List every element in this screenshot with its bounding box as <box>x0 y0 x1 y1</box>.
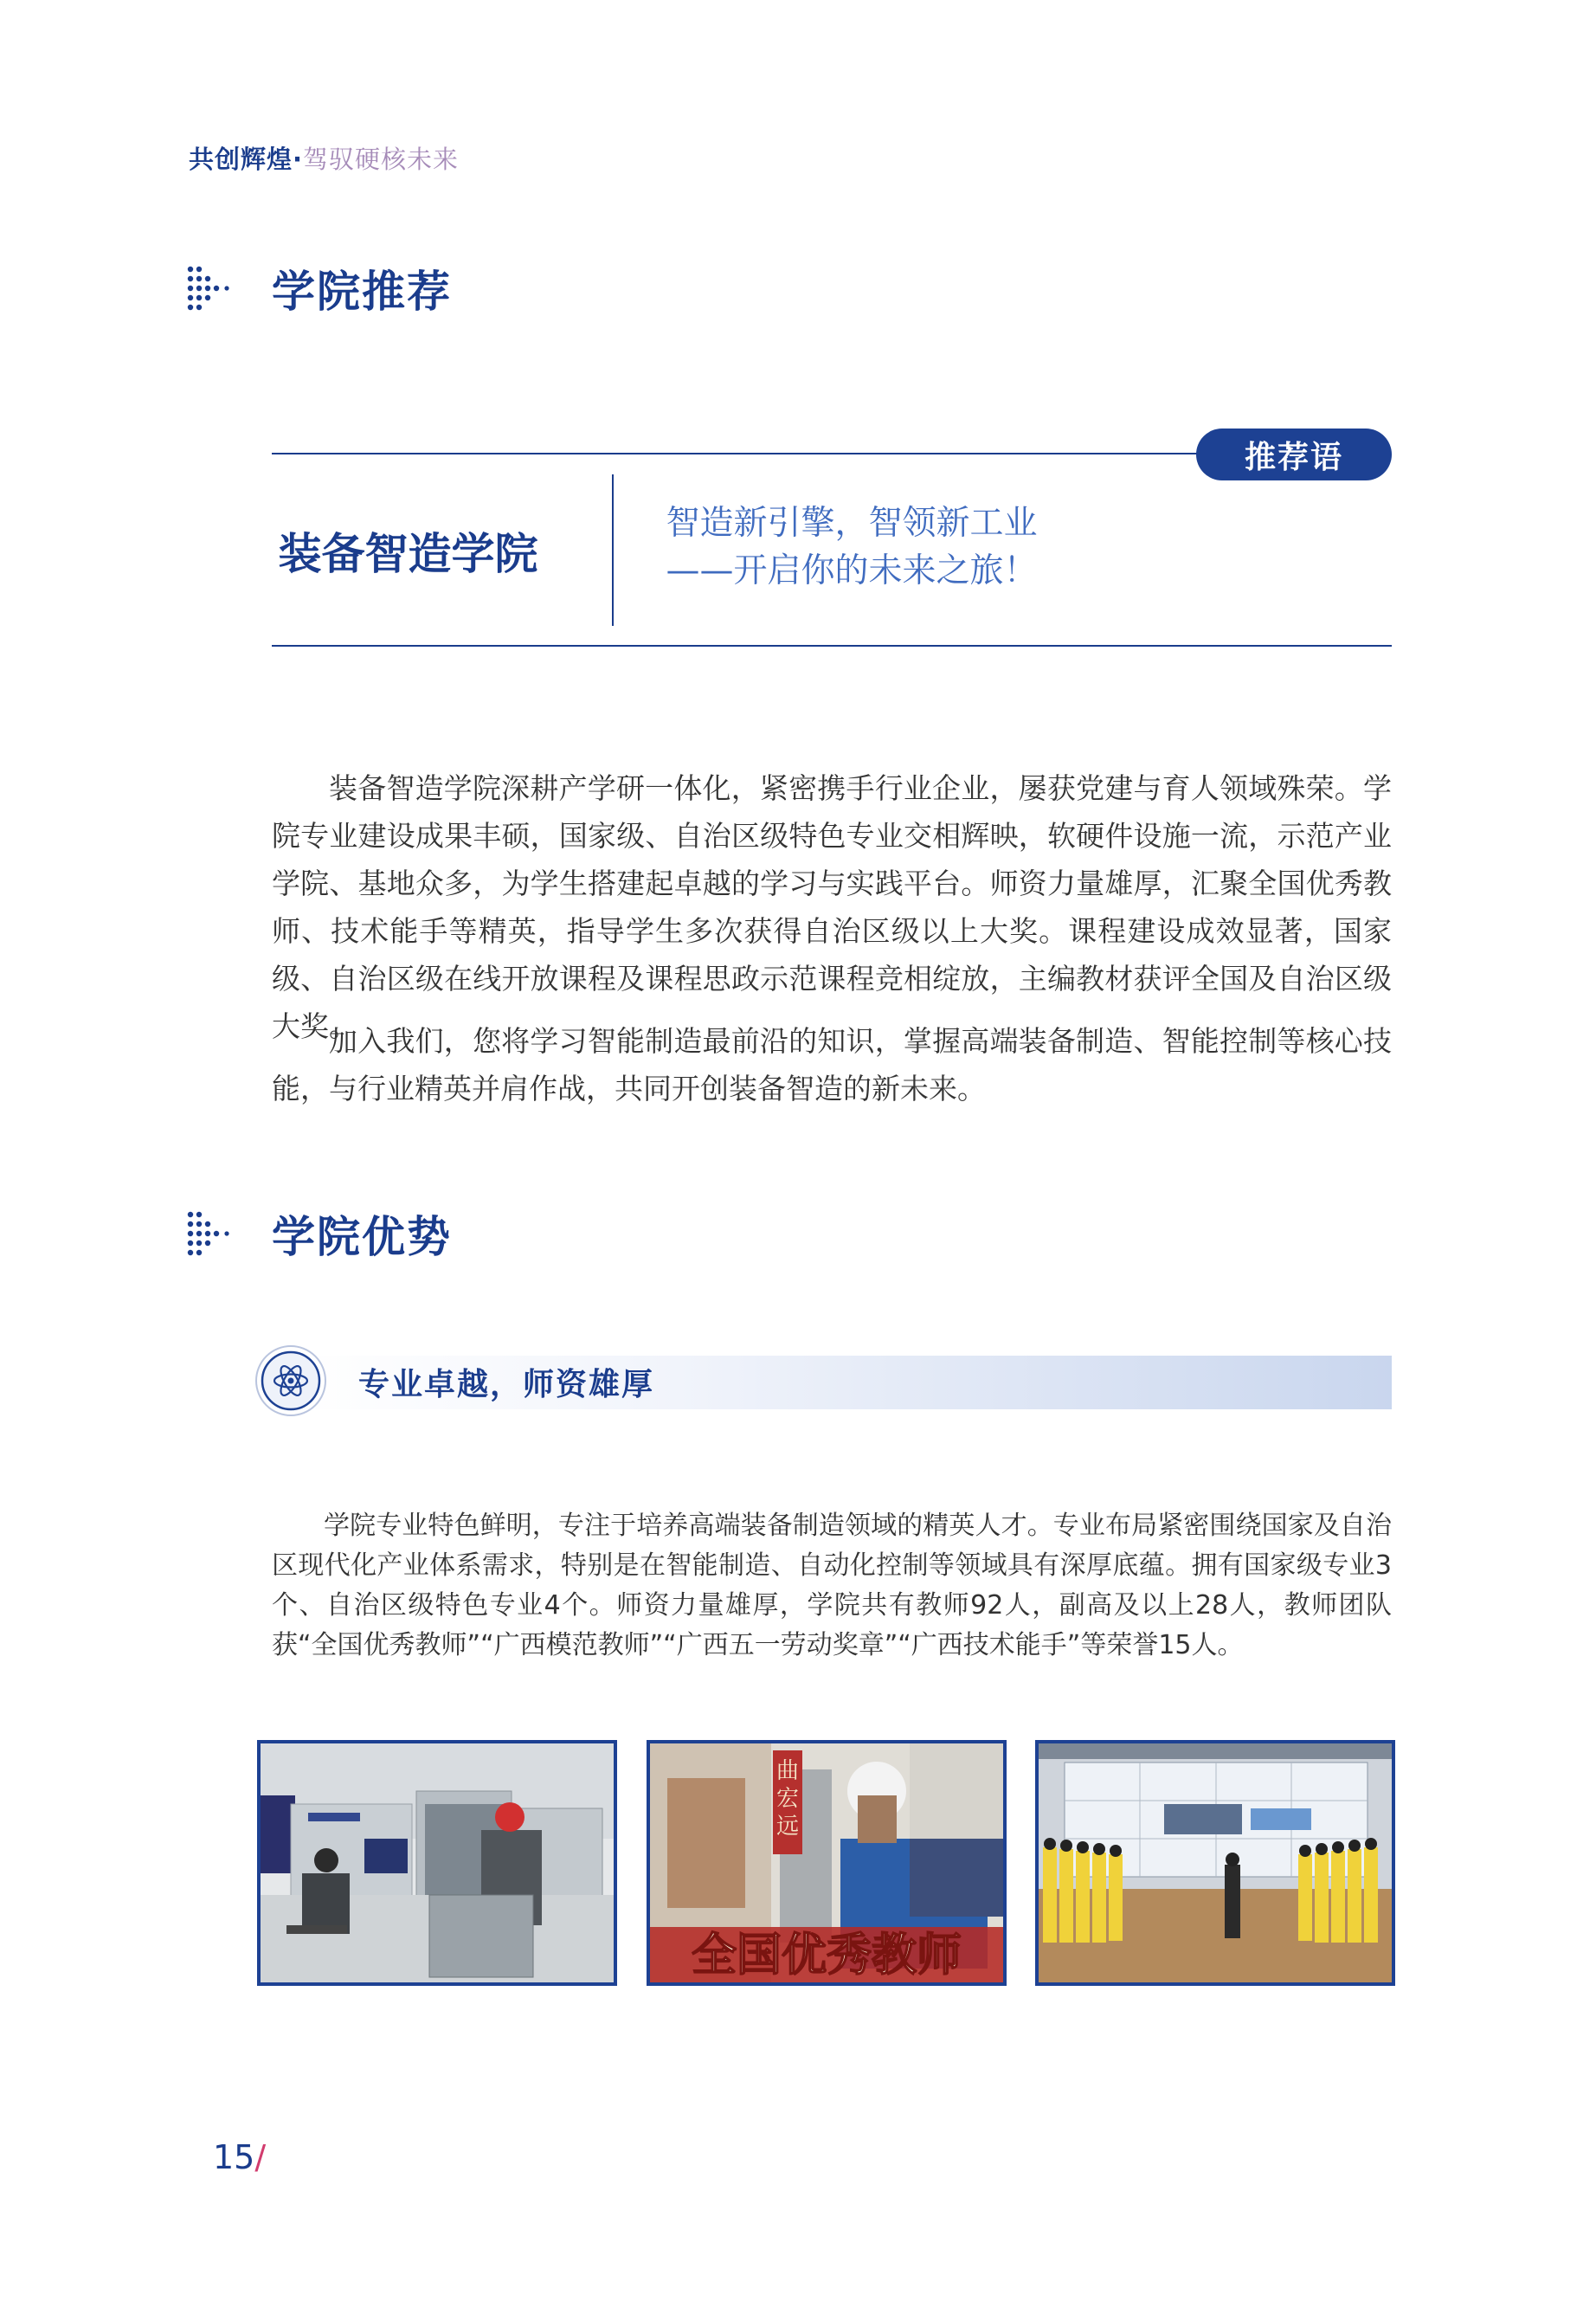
photo-control-center-image <box>1039 1743 1392 1982</box>
advantage-subheading <box>254 1344 1392 1417</box>
recommendation-box <box>272 429 1392 647</box>
header-tag-soft: 驾驭硬核未来 <box>303 145 460 174</box>
page-number-slash: / <box>254 2138 267 2176</box>
photo-training-lab-image <box>261 1743 614 1982</box>
divider-top <box>272 453 1262 454</box>
intro-paragraph-2: 加入我们，您将学习智能制造最前沿的知识，掌握高端装备制造、智能控制等核心技能，与行业精英并肩作战，共同开创装备智造的新未来。 <box>272 1024 1392 1105</box>
advantage-subtitle: 专业卓越，师资雄厚 <box>358 1367 655 1402</box>
slogan-line-1: 智造新引擎，智领新工业 <box>666 504 1038 543</box>
section-heading-recommend <box>187 258 452 319</box>
intro-paragraph-1: 装备智造学院深耕产学研一体化，紧密携手行业企业，屡获党建与育人领域殊荣。学院专业建设成果丰硕，国家级、自治区级特色专业交相辉映，软硬件设施一流，示范产业学院、基地众多，为学生搭建起卓越的学习与实践平台。师资力量雄厚，汇聚全国优秀教师、技术能手等精英，指导学生多次获得自治区级以上大奖。课程建设成效显著，国家级、自治区级在线开放课程及课程思政示范课程竞相绽放，主编教材获评全国及自治区级大奖。 <box>272 771 1392 1043</box>
divider-bottom <box>272 645 1392 647</box>
photo-training-lab <box>257 1740 617 1986</box>
atom-icon <box>254 1344 327 1417</box>
divider-vertical <box>612 474 614 626</box>
teacher-banner: 全国优秀教师 <box>691 1929 962 1982</box>
dot-arrow-icon <box>187 264 232 313</box>
section-title: 学院推荐 <box>272 267 452 317</box>
photo-excellent-teacher-image <box>650 1743 1003 1982</box>
college-name: 装备智造学院 <box>278 529 538 579</box>
teacher-name-char-2: 宏 <box>775 1786 800 1812</box>
advantage-paragraph: 学院专业特色鲜明，专注于培养高端装备制造领域的精英人才。专业布局紧密围绕国家及自治区现代化产业体系需求，特别是在智能制造、自动化控制等领域具有深厚底蕴。拥有国家级专业3个、自治区级特色专业4个。师资力量雄厚，学院共有教师92人，副高及以上28人，教师团队获“全国优秀教师”“广西模范教师”“广西五一劳动奖章”“广西技术能手”等荣誉15人。 <box>272 1511 1392 1660</box>
section-title: 学院优势 <box>272 1212 452 1262</box>
header-tagline <box>189 140 459 176</box>
header-tag-strong: 共创辉煌 <box>189 145 293 174</box>
teacher-name-char-1: 曲 <box>775 1758 800 1784</box>
dot-arrow-icon <box>187 1209 232 1258</box>
photo-excellent-teacher <box>647 1740 1007 1986</box>
header-tag-dot: · <box>293 145 304 174</box>
section-heading-advantage <box>187 1203 452 1264</box>
teacher-name-char-3: 远 <box>775 1814 800 1840</box>
recommend-badge: 推荐语 <box>1196 429 1392 480</box>
page-number-value: 15 <box>213 2138 255 2176</box>
slogan-line-2: ——开启你的未来之旅！ <box>666 551 1038 590</box>
slogan <box>635 499 1068 595</box>
photo-control-center <box>1035 1740 1395 1986</box>
page-number <box>213 2138 266 2176</box>
